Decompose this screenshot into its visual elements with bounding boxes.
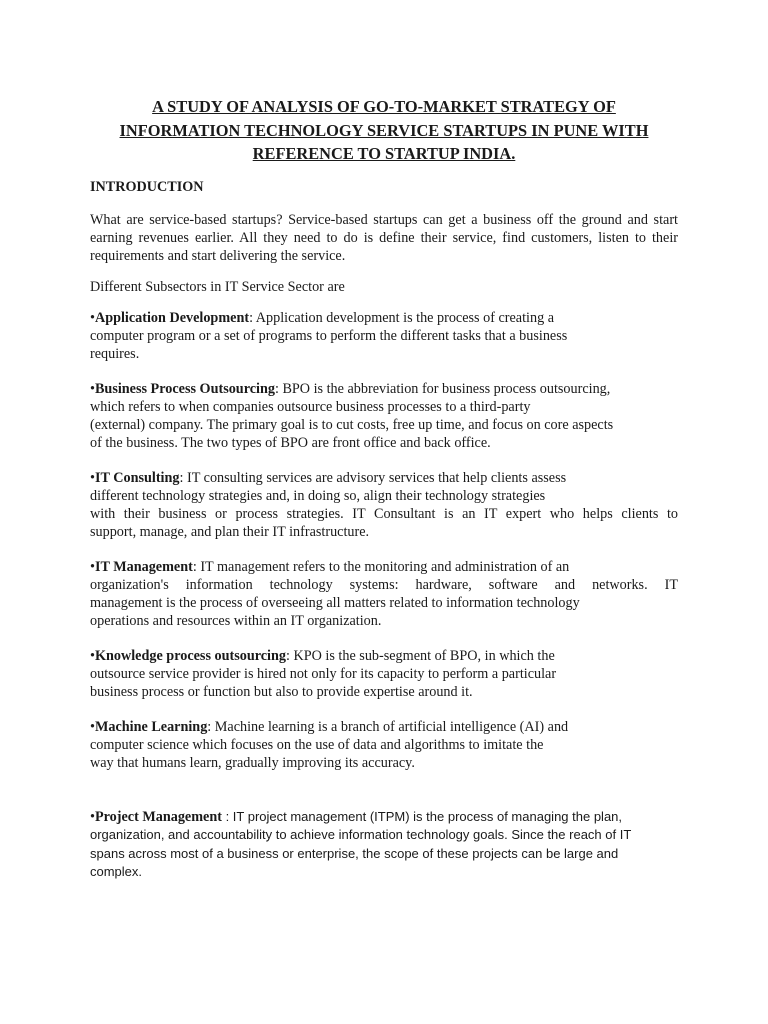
subsector-text: : Application development is the process of creating a — [249, 310, 555, 326]
subsector-first-line — [90, 647, 678, 665]
subsector-kpo — [90, 647, 678, 701]
subsector-term: IT Consulting — [94, 470, 180, 486]
subsector-bpo — [90, 380, 678, 452]
subsector-text: complex. — [90, 864, 143, 880]
subsector-it-consulting — [90, 469, 678, 541]
subsector-first-line — [90, 558, 678, 576]
subsector-text: of the business. The two types of BPO are front office and back office. — [90, 435, 491, 451]
title-line-3: REFERENCE TO STARTUP INDIA. — [252, 144, 516, 163]
title-line-1: A STUDY OF ANALYSIS OF GO-TO-MARKET STRATEGY OF — [152, 97, 616, 116]
subsector-text: spans across most of a business or enterprise, the scope of these projects can be large and — [90, 845, 619, 861]
title-line-2: INFORMATION TECHNOLOGY SERVICE STARTUPS IN PUNE WITH — [119, 120, 649, 140]
subsector-project-management — [90, 808, 678, 882]
subsector-text: : IT consulting services are advisory services that help clients assess — [179, 470, 567, 486]
subsector-text: support, manage, and plan their IT infrastructure. — [90, 524, 370, 540]
subsector-text: : IT management refers to the monitoring and administration of an — [192, 559, 570, 575]
introduction-heading: INTRODUCTION — [90, 179, 204, 195]
subsector-text: management is the process of overseeing all matters related to information technology — [90, 595, 580, 611]
subsector-text: outsource service provider is hired not only for its capacity to perform a particular — [90, 666, 557, 682]
subsector-text: : KPO is the sub-segment of BPO, in which the — [286, 648, 555, 664]
subsector-first-line — [90, 718, 678, 736]
subsectors-intro: Different Subsectors in IT Service Sector are — [90, 279, 345, 295]
introduction-paragraph: What are service-based startups? Service-based startups can get a business off the ground and start earning revenues earlier. All they need to do is define their service, find customers, listen to their requirements and start delivering the service. — [90, 212, 678, 264]
subsector-term: Machine Learning — [94, 719, 208, 735]
bullet: • — [90, 470, 95, 486]
subsector-term: Application Development — [94, 310, 250, 326]
subsector-text: (external) company. The primary goal is to cut costs, free up time, and focus on core aspects — [90, 417, 614, 433]
bullet: • — [90, 648, 95, 664]
subsector-first-line — [90, 309, 678, 327]
bullet: • — [90, 381, 95, 397]
subsector-text: operations and resources within an IT organization. — [90, 613, 382, 629]
subsector-application-development — [90, 309, 678, 363]
subsector-text: which refers to when companies outsource business processes to a third-party — [90, 399, 531, 415]
subsector-text: way that humans learn, gradually improving its accuracy. — [90, 755, 415, 771]
subsector-text: organization's information technology systems: hardware, software and networks. IT — [90, 577, 678, 593]
subsector-text: requires. — [90, 346, 140, 362]
subsector-first-line — [90, 380, 678, 398]
subsector-text: business process or function but also to provide expertise around it. — [90, 684, 473, 700]
subsector-term: Project Management — [94, 809, 222, 825]
subsector-term: IT Management — [94, 559, 193, 575]
subsector-text: : BPO is the abbreviation for business process outsourcing, — [274, 381, 611, 397]
subsector-first-line — [90, 808, 678, 826]
subsector-first-line — [90, 469, 678, 487]
subsector-text: organization, and accountability to achieve information technology goals. Since the reach of IT — [90, 827, 632, 843]
bullet: • — [90, 559, 95, 575]
bullet: • — [90, 719, 95, 735]
subsector-text: with their business or process strategies. IT Consultant is an IT expert who helps clients to — [90, 506, 678, 522]
subsector-text: different technology strategies and, in doing so, align their technology strategies — [90, 488, 546, 504]
subsector-text: : IT project management (ITPM) is the process of managing the plan, — [221, 809, 623, 824]
subsector-machine-learning — [90, 718, 678, 772]
subsector-term: Knowledge process outsourcing — [94, 648, 286, 664]
subsector-it-management — [90, 558, 678, 630]
bullet: • — [90, 310, 95, 326]
subsector-text: computer program or a set of programs to perform the different tasks that a business — [90, 328, 568, 344]
bullet: • — [90, 809, 95, 825]
subsector-term: Business Process Outsourcing — [94, 381, 275, 397]
subsector-text: computer science which focuses on the use of data and algorithms to imitate the — [90, 737, 544, 753]
subsector-text: : Machine learning is a branch of artificial intelligence (AI) and — [207, 719, 569, 735]
document-title — [90, 95, 678, 166]
